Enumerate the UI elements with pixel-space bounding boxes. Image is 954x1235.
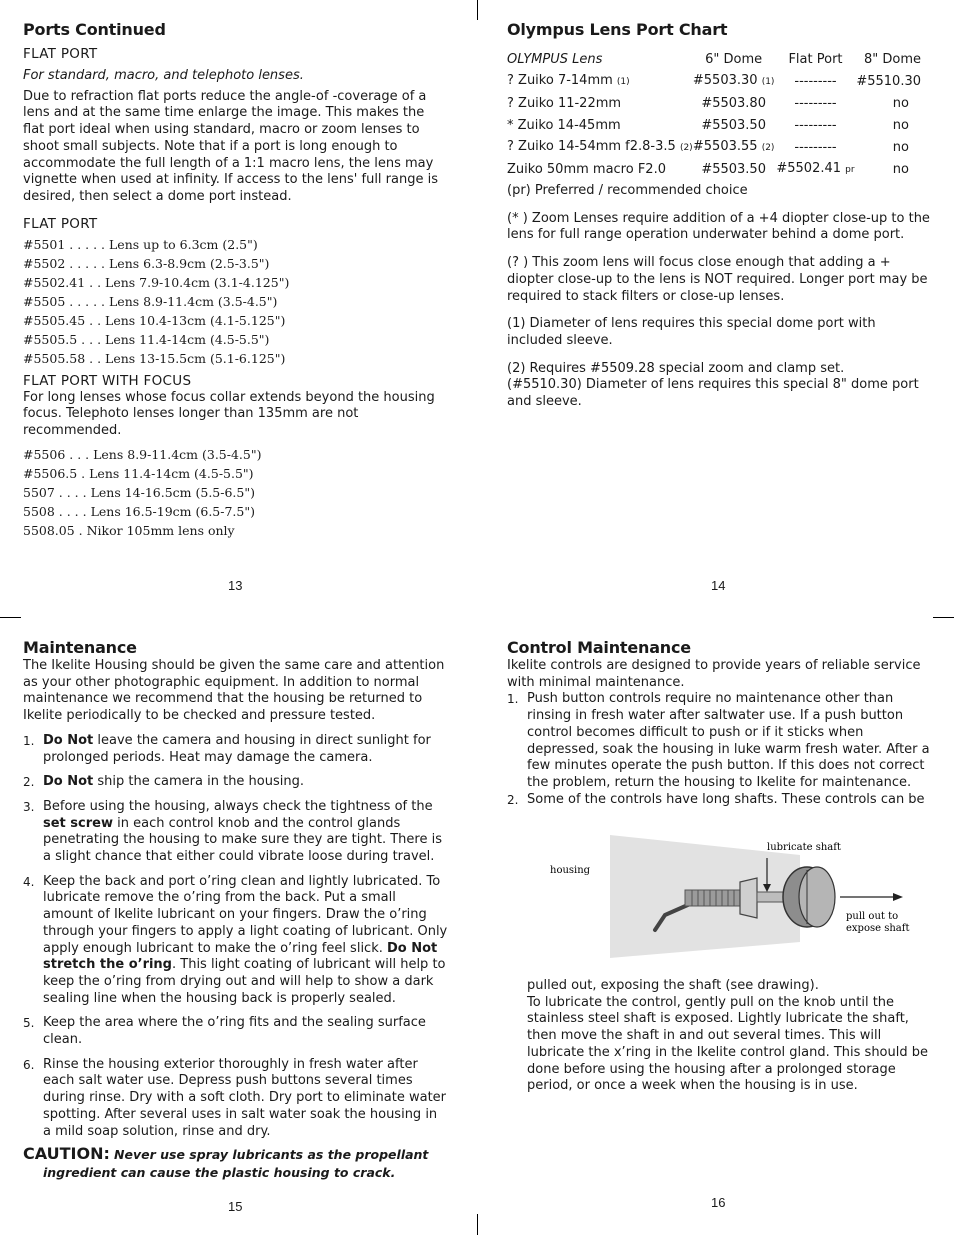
table-row [507,137,921,159]
list-item: #5505.45 . . Lens 10.4-13cm (4.1-5.125") [23,312,286,328]
housing-label: housing [550,865,591,876]
maintenance-list [23,733,448,1140]
caution-note [23,1146,448,1182]
control-list [507,691,932,808]
list-item: 5508.05 . Nikor 105mm lens only [23,522,235,538]
page-15 [23,638,448,1183]
dome8-value: no [892,117,909,133]
column-header: OLYMPUS Lens [507,51,603,67]
list-item: 1. Do Not leave the camera and housing in direct sunlight for prolonged periods. Heat may damage the camera. [23,732,431,765]
crop-mark-right [933,617,954,618]
lens-name: * Zuiko 14-45mm [507,117,621,133]
list-item: #5506 . . . Lens 8.9-11.4cm (3.5-4.5") [23,446,262,462]
list-item: 2. Do Not ship the camera in the housing. [23,774,304,790]
table-row [507,159,921,181]
crop-mark-top [477,0,478,20]
flat-port-list [23,235,448,368]
dome6-value: #5503.55 [692,139,758,155]
table-row [507,115,921,137]
page-16-continued [527,978,932,1095]
control-continued: pulled out, exposing the shaft (see drawing). [527,978,819,993]
maintenance-intro: The Ikelite Housing should be given the same care and attention as your other photographic equipment. In addition to normal maintenance we recommend that the housing be returned to Ikelite periodically to be checked and pressure tested. [23,658,445,724]
dome8-value: no [892,139,909,155]
lens-name: Zuiko 50mm macro F2.0 [507,161,666,177]
column-header: 8" Dome [863,51,921,67]
note: (#5510.30) Diameter of lens requires this special 8" dome port and sleeve. [507,377,919,410]
flat-note: pr [845,165,855,176]
page-title: Ports Continued [23,20,166,39]
list-item: 3. Before using the housing, always check the tightness of the set screw in each control knob and the control glands penetrating the housing to make sure they are tight. There is a slight chance that either could vibrate loose during travel. [23,798,442,865]
flat-value: #5502.41 [776,161,842,177]
page-16 [507,638,932,808]
dome6-note: (2) [761,143,775,154]
lens-note: (1) [616,77,630,88]
page-title: Maintenance [23,638,137,657]
section-heading-focus: FLAT PORT WITH FOCUS [23,372,192,389]
page-title: Olympus Lens Port Chart [507,20,728,39]
list-item: 6. Rinse the housing exterior thoroughly in fresh water after each salt water use. Depress push buttons several times during rinse. Dry with a soft cloth. Dry port to eliminate water spotting. After several uses in salt water soak the housing in a mild soap solution, rinse and dry. [23,1056,447,1139]
section-heading-flat-port: FLAT PORT [23,46,98,62]
list-item: #5502 . . . . . Lens 6.3-8.9cm (2.5-3.5") [23,255,270,271]
expose-shaft-label: expose shaft [846,923,910,934]
flat-value: --------- [794,73,837,89]
page-number: 14 [711,578,726,593]
list-item: #5505.5 . . . Lens 11.4-14cm (4.5-5.5") [23,331,270,347]
list-item: 2. Some of the controls have long shafts. These controls can be [507,791,925,807]
control-shaft-diagram [545,830,925,965]
column-header: 6" Dome [705,51,763,67]
section-heading-flat-port-list: FLAT PORT [23,215,98,232]
flat-value: --------- [794,95,837,111]
note: (? ) This zoom lens will focus close enough that adding a + diopter close-up to the lens is NOT required. Longer port may be required to stack filters or close-up lenses. [507,255,928,304]
lens-name: ? Zuiko 14-54mm f2.8-3.5 [507,139,676,155]
preferred-note: (pr) Preferred / recommended choice [507,183,748,198]
flat-value: --------- [794,139,837,155]
dome6-value: #5503.50 [701,117,766,133]
note: (2) Requires #5509.28 special zoom and clamp set. [507,360,845,376]
lubricate-label: lubricate shaft [767,842,841,853]
table-row [507,93,921,115]
list-item: 1. Push button controls require no maintenance other than rinsing in fresh water after saltwater use. If a push button control becomes difficult to push or if it sticks when depressed, soak the housing in luke warm fresh water. After a few minutes operate the push button. If this does not correct the problem, return the housing to Ikelite for maintenance. [507,691,930,790]
page-title: Control Maintenance [507,638,691,657]
diagram-svg [545,830,925,965]
page-number: 13 [228,578,243,593]
lens-name: ? Zuiko 11-22mm [507,95,622,111]
threaded-shaft [685,890,740,906]
focus-body: For long lenses whose focus collar extends beyond the housing focus. Telephoto lenses longer than 135mm are not recommended. [23,389,435,439]
hex-nut [740,878,757,918]
flat-value: --------- [794,117,837,133]
lens-name: ? Zuiko 7-14mm [507,73,613,89]
list-item: #5505.58 . . Lens 13-15.5cm (5.1-6.125") [23,350,286,366]
knob-face [799,867,835,927]
pull-out-label: pull out to [846,911,899,922]
note: (1) Diameter of lens requires this special dome port with included sleeve. [507,316,876,348]
table-header-row [507,49,921,71]
list-item: 4. Keep the back and port o’ring clean and lightly lubricated. To lubricate remove the o’ring from the back. Put a small amount of Ikelite lubricant on your fingers. Draw the o’ring through your fingers to apply a light coating of lubricant. Only apply enough lubricant to make the o’ring feel slick. Do Not stretch the o’ring. This light coating of lubricant will help to keep the o’ring from drying out and will help to show a dark sealing line when the housing back is properly sealed. [23,873,448,1006]
note: (* ) Zoom Lenses require addition of a +4 diopter close-up to the lens for full range operation underwater behind a dome port. [507,210,930,243]
flat-port-body: Due to refraction flat ports reduce the angle-of -coverage of a lens and at the same time enlarge the image. This makes the flat port ideal when using standard, macro or zoom lenses to shoot small subjects. Note that if a port is long enough to accommodate the full length of a 1:1 macro lens, the lens may vignette when used at infinity. If access to the lens' full range is desired, then select a dome port instead. [23,88,438,204]
page-number: 16 [711,1195,726,1210]
dome6-value: #5503.30 [692,73,758,89]
flat-port-subtitle: For standard, macro, and telephoto lenses. [23,68,304,83]
caution-text: Never use spray lubricants as the propellant ingredient can cause the plastic housing to crack. [43,1147,429,1180]
list-item: #5502.41 . . Lens 7.9-10.4cm (3.1-4.125") [23,274,290,290]
dome8-value: no [892,161,909,177]
dome6-value: #5503.50 [701,161,766,177]
dome8-value: #5510.30 [856,73,921,89]
page-13 [23,20,448,540]
list-item: 5507 . . . . Lens 14-16.5cm (5.5-6.5") [23,484,255,500]
list-item: #5506.5 . Lens 11.4-14cm (4.5-5.5") [23,465,254,481]
lens-port-table [507,49,921,181]
column-header: Flat Port [788,51,843,67]
lens-note: (2) [679,143,693,154]
lubricate-instructions: To lubricate the control, gently pull on the knob until the stainless steel shaft is exposed. Lightly lubricate the shaft, then move the shaft in and out several times. This will lubricate the x’ring in the Ikelite control gland. This should be done before using the housing after a prolonged storage period, or once a week when the housing is in use. [527,994,929,1094]
dome6-note: (1) [761,77,775,88]
list-item: #5501 . . . . . Lens up to 6.3cm (2.5") [23,236,258,252]
dome6-value: #5503.80 [701,95,766,111]
dome8-value: no [892,95,909,111]
page-number: 15 [228,1199,243,1214]
list-item: 5508 . . . . Lens 16.5-19cm (6.5-7.5") [23,503,255,519]
page-14 [507,20,932,411]
crop-mark-left [0,617,21,618]
focus-port-list [23,445,448,540]
crop-mark-bottom [477,1214,478,1235]
caution-label: CAUTION: [23,1144,110,1164]
table-row [507,71,921,93]
control-intro: Ikelite controls are designed to provide years of reliable service with minimal maintenance. [507,658,921,690]
list-item: #5505 . . . . . Lens 8.9-11.4cm (3.5-4.5") [23,293,278,309]
pull-out-arrowhead [893,893,903,901]
control-shaft [757,892,785,902]
list-item: 5. Keep the area where the o’ring fits and the sealing surface clean. [23,1015,426,1048]
